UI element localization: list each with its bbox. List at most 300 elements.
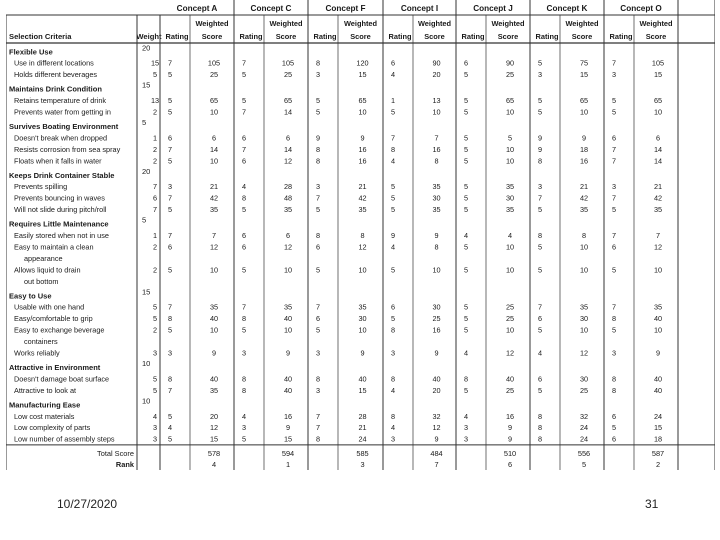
rating-cell: 5 bbox=[390, 182, 396, 192]
rating-cell: 5 bbox=[463, 205, 469, 215]
score-cell: 28 bbox=[358, 411, 367, 421]
criterion-weight: 5 bbox=[152, 385, 158, 395]
rating-cell: 5 bbox=[241, 265, 247, 275]
rating-cell: 5 bbox=[390, 314, 396, 324]
score-cell: 25 bbox=[209, 70, 219, 80]
score-header: Score bbox=[571, 32, 593, 41]
criterion-label: Resists corrosion from sea spray bbox=[14, 144, 121, 154]
score-cell: 12 bbox=[579, 348, 589, 358]
score-cell: 6 bbox=[211, 133, 217, 143]
score-cell: 30 bbox=[432, 193, 441, 203]
score-cell: 15 bbox=[653, 423, 663, 433]
score-cell: 9 bbox=[507, 423, 513, 433]
rating-cell: 4 bbox=[463, 348, 469, 358]
score-cell: 35 bbox=[579, 302, 589, 312]
score-cell: 24 bbox=[579, 434, 589, 444]
score-cell: 42 bbox=[209, 193, 219, 203]
score-cell: 10 bbox=[432, 107, 441, 117]
weighted-header: Weighted bbox=[269, 19, 303, 28]
score-cell: 40 bbox=[283, 374, 293, 384]
category-label: Manufacturing Ease bbox=[9, 400, 81, 410]
criterion-label: Doesn't break when dropped bbox=[14, 133, 108, 143]
score-cell: 10 bbox=[653, 107, 663, 117]
score-cell: 30 bbox=[358, 314, 367, 324]
rating-cell: 7 bbox=[241, 144, 247, 154]
criterion-weight: 2 bbox=[152, 265, 158, 275]
total-score: 594 bbox=[281, 448, 295, 458]
criterion-weight: 3 bbox=[152, 423, 158, 433]
score-cell: 10 bbox=[209, 265, 219, 275]
category-weight: 20 bbox=[142, 166, 151, 176]
rating-cell: 8 bbox=[390, 144, 396, 154]
rating-cell: 5 bbox=[463, 133, 469, 143]
score-cell: 35 bbox=[432, 205, 441, 215]
rating-cell: 8 bbox=[463, 374, 469, 384]
score-cell: 15 bbox=[209, 434, 219, 444]
score-header: Score bbox=[275, 32, 297, 41]
score-cell: 21 bbox=[358, 423, 367, 433]
concept-name: Concept I bbox=[400, 4, 439, 13]
total-score-label: Total Score bbox=[97, 448, 134, 458]
rating-header: Rating bbox=[313, 32, 337, 41]
criterion-weight: 4 bbox=[152, 411, 158, 421]
rank-value: 7 bbox=[434, 459, 439, 469]
rating-cell: 5 bbox=[241, 70, 247, 80]
score-cell: 15 bbox=[358, 70, 367, 80]
rating-cell: 8 bbox=[537, 411, 543, 421]
rating-cell: 4 bbox=[390, 242, 396, 252]
rating-cell: 6 bbox=[315, 314, 321, 324]
score-cell: 10 bbox=[283, 325, 293, 335]
score-cell: 10 bbox=[209, 107, 219, 117]
rating-cell: 5 bbox=[167, 107, 173, 117]
score-cell: 10 bbox=[505, 325, 515, 335]
rating-cell: 3 bbox=[315, 70, 321, 80]
score-cell: 30 bbox=[579, 374, 589, 384]
rating-header: Rating bbox=[388, 32, 412, 41]
rating-cell: 9 bbox=[537, 133, 543, 143]
category-weight: 10 bbox=[142, 358, 151, 368]
rating-cell: 4 bbox=[390, 156, 396, 166]
score-cell: 35 bbox=[653, 205, 663, 215]
rating-cell: 8 bbox=[390, 325, 396, 335]
criterion-label: Easily stored when not in use bbox=[14, 231, 109, 240]
score-cell: 24 bbox=[579, 423, 589, 433]
score-cell: 12 bbox=[653, 242, 663, 252]
score-cell: 14 bbox=[283, 107, 293, 117]
rating-cell: 5 bbox=[611, 423, 617, 433]
score-cell: 9 bbox=[285, 423, 291, 433]
category-weight: 20 bbox=[142, 43, 151, 53]
score-cell: 6 bbox=[285, 133, 291, 143]
category-label: Flexible Use bbox=[9, 47, 53, 57]
rating-cell: 6 bbox=[315, 242, 321, 252]
score-cell: 35 bbox=[209, 205, 219, 215]
rating-header: Rating bbox=[609, 32, 633, 41]
rating-cell: 6 bbox=[390, 58, 396, 68]
score-cell: 9 bbox=[360, 348, 365, 358]
score-cell: 35 bbox=[209, 385, 219, 395]
rating-cell: 5 bbox=[463, 96, 469, 106]
score-cell: 6 bbox=[285, 231, 291, 240]
score-cell: 25 bbox=[505, 302, 515, 312]
rating-cell: 6 bbox=[537, 374, 543, 384]
rating-cell: 5 bbox=[611, 325, 617, 335]
score-cell: 90 bbox=[505, 58, 515, 68]
score-cell: 9 bbox=[581, 133, 587, 143]
score-cell: 12 bbox=[505, 348, 515, 358]
rating-cell: 5 bbox=[537, 107, 543, 117]
criterion-label-cont: containers bbox=[24, 337, 58, 347]
rating-header: Rating bbox=[165, 32, 189, 41]
score-header: Score bbox=[645, 32, 667, 41]
criteria-header: Selection Criteria bbox=[9, 32, 72, 41]
score-cell: 12 bbox=[358, 242, 367, 252]
rating-cell: 7 bbox=[315, 302, 321, 312]
category-label: Survives Boating Environment bbox=[9, 121, 119, 131]
score-cell: 9 bbox=[434, 434, 439, 444]
score-cell: 30 bbox=[432, 302, 441, 312]
criterion-weight: 2 bbox=[152, 107, 158, 117]
rating-cell: 7 bbox=[537, 193, 543, 203]
rating-cell: 8 bbox=[315, 156, 321, 166]
criterion-weight: 5 bbox=[152, 70, 158, 80]
score-cell: 10 bbox=[653, 325, 663, 335]
score-header: Score bbox=[201, 32, 223, 41]
rating-cell: 7 bbox=[241, 58, 247, 68]
rating-cell: 5 bbox=[463, 193, 469, 203]
score-cell: 10 bbox=[505, 156, 515, 166]
rating-cell: 7 bbox=[611, 156, 617, 166]
score-cell: 20 bbox=[209, 411, 219, 421]
criterion-label: Floats when it falls in water bbox=[14, 156, 102, 166]
score-cell: 42 bbox=[579, 193, 589, 203]
rating-cell: 4 bbox=[390, 423, 396, 433]
rating-cell: 3 bbox=[611, 348, 617, 358]
score-cell: 35 bbox=[505, 182, 515, 192]
criterion-label: Easy to maintain a clean bbox=[14, 242, 94, 252]
score-cell: 14 bbox=[653, 156, 663, 166]
rating-cell: 5 bbox=[167, 156, 173, 166]
rating-cell: 5 bbox=[463, 144, 469, 154]
criterion-weight: 3 bbox=[152, 348, 158, 358]
rating-cell: 5 bbox=[611, 265, 617, 275]
score-cell: 12 bbox=[209, 242, 219, 252]
rating-cell: 7 bbox=[167, 144, 173, 154]
score-cell: 21 bbox=[579, 182, 589, 192]
total-score: 585 bbox=[356, 448, 369, 458]
rating-cell: 8 bbox=[315, 374, 321, 384]
score-cell: 9 bbox=[434, 231, 439, 240]
selection-matrix bbox=[6, 0, 715, 470]
score-cell: 10 bbox=[505, 107, 515, 117]
criterion-label: Low complexity of parts bbox=[14, 423, 91, 433]
criterion-weight: 3 bbox=[152, 434, 158, 444]
rating-cell: 5 bbox=[537, 96, 543, 106]
score-cell: 40 bbox=[505, 374, 515, 384]
rating-cell: 6 bbox=[611, 434, 617, 444]
rating-cell: 5 bbox=[463, 242, 469, 252]
score-cell: 21 bbox=[209, 182, 219, 192]
score-cell: 105 bbox=[651, 58, 665, 68]
rating-cell: 6 bbox=[611, 242, 617, 252]
score-cell: 25 bbox=[432, 314, 441, 324]
score-cell: 35 bbox=[358, 205, 367, 215]
score-cell: 40 bbox=[209, 374, 219, 384]
score-cell: 35 bbox=[432, 182, 441, 192]
score-cell: 16 bbox=[579, 156, 589, 166]
criterion-label: Easy to exchange beverage bbox=[14, 325, 105, 335]
score-cell: 9 bbox=[434, 348, 439, 358]
rating-cell: 3 bbox=[611, 182, 617, 192]
rating-cell: 5 bbox=[463, 107, 469, 117]
score-cell: 9 bbox=[360, 133, 365, 143]
score-cell: 35 bbox=[283, 205, 293, 215]
total-score: 484 bbox=[430, 448, 443, 458]
score-header: Score bbox=[424, 32, 445, 41]
rating-cell: 8 bbox=[167, 314, 173, 324]
rating-cell: 4 bbox=[241, 411, 247, 421]
rating-cell: 8 bbox=[315, 144, 321, 154]
score-cell: 10 bbox=[505, 144, 515, 154]
score-cell: 40 bbox=[283, 314, 293, 324]
weighted-header: Weighted bbox=[639, 19, 673, 28]
rating-cell: 5 bbox=[611, 96, 617, 106]
score-cell: 28 bbox=[283, 182, 293, 192]
rating-cell: 5 bbox=[241, 205, 247, 215]
rating-cell: 3 bbox=[241, 423, 247, 433]
score-cell: 14 bbox=[653, 144, 663, 154]
rating-cell: 8 bbox=[241, 314, 247, 324]
rating-cell: 7 bbox=[611, 193, 617, 203]
score-cell: 25 bbox=[505, 314, 515, 324]
score-cell: 65 bbox=[358, 96, 367, 106]
score-cell: 16 bbox=[358, 156, 367, 166]
rating-cell: 8 bbox=[537, 423, 543, 433]
rating-cell: 5 bbox=[390, 193, 396, 203]
rating-cell: 6 bbox=[241, 242, 247, 252]
criterion-label: Prevents water from getting in bbox=[14, 107, 111, 117]
score-cell: 25 bbox=[283, 70, 293, 80]
rating-cell: 7 bbox=[167, 193, 173, 203]
rating-cell: 6 bbox=[167, 242, 173, 252]
rank-value: 4 bbox=[211, 459, 217, 469]
rating-cell: 5 bbox=[315, 107, 321, 117]
rating-cell: 5 bbox=[241, 434, 247, 444]
criterion-label: Holds different beverages bbox=[14, 70, 98, 80]
concept-name: Concept J bbox=[473, 4, 513, 13]
category-weight: 5 bbox=[142, 215, 147, 225]
category-label: Easy to Use bbox=[9, 291, 52, 301]
score-cell: 42 bbox=[653, 193, 663, 203]
score-cell: 7 bbox=[434, 133, 439, 143]
score-cell: 12 bbox=[283, 242, 293, 252]
rating-cell: 7 bbox=[315, 411, 321, 421]
criterion-label: Prevents spilling bbox=[14, 182, 68, 192]
rating-cell: 4 bbox=[463, 411, 469, 421]
score-cell: 10 bbox=[358, 107, 367, 117]
criterion-label: Low cost materials bbox=[14, 411, 75, 421]
rating-cell: 4 bbox=[167, 423, 173, 433]
rating-cell: 6 bbox=[463, 58, 469, 68]
score-cell: 65 bbox=[579, 96, 589, 106]
rating-cell: 5 bbox=[463, 265, 469, 275]
score-cell: 65 bbox=[283, 96, 293, 106]
rating-header: Rating bbox=[239, 32, 263, 41]
rating-cell: 7 bbox=[241, 302, 247, 312]
score-cell: 40 bbox=[358, 374, 367, 384]
rating-cell: 6 bbox=[390, 302, 396, 312]
total-score: 578 bbox=[207, 448, 221, 458]
rating-cell: 7 bbox=[611, 302, 617, 312]
criterion-label: Doesn't damage boat surface bbox=[14, 374, 110, 384]
score-cell: 9 bbox=[211, 348, 217, 358]
rating-cell: 7 bbox=[315, 423, 321, 433]
score-cell: 8 bbox=[434, 156, 439, 166]
rating-cell: 8 bbox=[390, 374, 396, 384]
rating-cell: 6 bbox=[241, 231, 247, 240]
rating-cell: 5 bbox=[463, 156, 469, 166]
score-cell: 15 bbox=[358, 385, 367, 395]
rating-cell: 6 bbox=[537, 314, 543, 324]
rating-cell: 5 bbox=[167, 70, 173, 80]
rating-cell: 5 bbox=[390, 205, 396, 215]
weighted-header: Weighted bbox=[417, 19, 452, 28]
score-cell: 7 bbox=[211, 231, 217, 240]
rating-cell: 4 bbox=[390, 385, 396, 395]
rating-cell: 5 bbox=[537, 265, 543, 275]
concept-name: Concept A bbox=[176, 4, 218, 13]
criterion-label-cont: appearance bbox=[24, 253, 63, 263]
rank-value: 6 bbox=[507, 459, 513, 469]
score-cell: 10 bbox=[505, 265, 515, 275]
weighted-header: Weighted bbox=[195, 19, 229, 28]
rating-cell: 5 bbox=[167, 96, 173, 106]
criterion-weight: 2 bbox=[152, 325, 158, 335]
rating-cell: 6 bbox=[611, 411, 617, 421]
weight-header: Weight bbox=[136, 32, 162, 41]
score-cell: 40 bbox=[209, 314, 219, 324]
score-cell: 40 bbox=[283, 385, 293, 395]
criterion-weight: 6 bbox=[152, 193, 158, 203]
concept-name: Concept O bbox=[620, 4, 662, 13]
rating-cell: 6 bbox=[611, 133, 617, 143]
criterion-label: Low number of assembly steps bbox=[14, 434, 115, 444]
rating-cell: 5 bbox=[167, 265, 173, 275]
criterion-weight: 5 bbox=[152, 374, 158, 384]
score-cell: 40 bbox=[653, 374, 663, 384]
weighted-header: Weighted bbox=[565, 19, 599, 28]
score-cell: 16 bbox=[432, 144, 441, 154]
score-cell: 10 bbox=[209, 325, 219, 335]
rating-cell: 7 bbox=[241, 107, 247, 117]
category-weight: 10 bbox=[142, 396, 151, 406]
criterion-label: Allows liquid to drain bbox=[14, 265, 81, 275]
rating-cell: 5 bbox=[537, 385, 543, 395]
rating-cell: 6 bbox=[241, 156, 247, 166]
score-cell: 14 bbox=[209, 144, 219, 154]
score-cell: 16 bbox=[283, 411, 293, 421]
score-cell: 6 bbox=[655, 133, 661, 143]
score-cell: 15 bbox=[283, 434, 293, 444]
rating-cell: 3 bbox=[315, 348, 321, 358]
rating-cell: 5 bbox=[390, 265, 396, 275]
weighted-header: Weighted bbox=[491, 19, 525, 28]
rating-cell: 8 bbox=[537, 434, 543, 444]
score-cell: 21 bbox=[653, 182, 663, 192]
score-cell: 10 bbox=[579, 265, 589, 275]
score-cell: 90 bbox=[432, 58, 441, 68]
criterion-weight: 13 bbox=[150, 96, 160, 106]
criterion-weight: 1 bbox=[152, 133, 158, 143]
score-cell: 25 bbox=[579, 385, 589, 395]
rating-cell: 5 bbox=[537, 242, 543, 252]
score-cell: 9 bbox=[655, 348, 661, 358]
rating-cell: 8 bbox=[611, 314, 617, 324]
category-label: Keeps Drink Container Stable bbox=[9, 170, 115, 180]
rating-cell: 4 bbox=[463, 231, 469, 240]
score-cell: 8 bbox=[581, 231, 587, 240]
rating-cell: 5 bbox=[611, 205, 617, 215]
score-cell: 42 bbox=[358, 193, 367, 203]
rating-header: Rating bbox=[461, 32, 485, 41]
score-cell: 16 bbox=[432, 325, 441, 335]
rating-cell: 3 bbox=[537, 70, 543, 80]
rank-value: 2 bbox=[655, 459, 661, 469]
criterion-label: Use in different locations bbox=[14, 58, 94, 68]
rating-cell: 4 bbox=[390, 70, 396, 80]
rating-cell: 5 bbox=[390, 107, 396, 117]
rating-cell: 6 bbox=[241, 133, 247, 143]
rating-cell: 8 bbox=[537, 231, 543, 240]
score-cell: 8 bbox=[434, 242, 439, 252]
rating-cell: 3 bbox=[241, 348, 247, 358]
concept-name: Concept F bbox=[325, 4, 366, 13]
slide-date: 10/27/2020 bbox=[57, 497, 118, 511]
rating-cell: 7 bbox=[167, 302, 173, 312]
score-cell: 35 bbox=[653, 302, 663, 312]
criterion-label: Prevents bouncing in waves bbox=[14, 193, 105, 203]
rating-cell: 3 bbox=[167, 348, 173, 358]
rating-cell: 8 bbox=[241, 385, 247, 395]
criterion-label: Retains temperature of drink bbox=[14, 96, 107, 106]
score-cell: 35 bbox=[358, 302, 367, 312]
score-cell: 18 bbox=[653, 434, 663, 444]
criterion-weight: 7 bbox=[152, 205, 158, 215]
rating-cell: 5 bbox=[315, 96, 321, 106]
rating-cell: 9 bbox=[315, 133, 321, 143]
rating-cell: 3 bbox=[463, 423, 469, 433]
criterion-weight: 5 bbox=[152, 314, 158, 324]
score-cell: 48 bbox=[283, 193, 293, 203]
score-cell: 5 bbox=[507, 133, 513, 143]
rating-cell: 5 bbox=[241, 325, 247, 335]
rating-cell: 3 bbox=[463, 434, 469, 444]
rating-cell: 5 bbox=[167, 411, 173, 421]
score-cell: 25 bbox=[505, 385, 515, 395]
score-cell: 32 bbox=[432, 411, 441, 421]
score-cell: 105 bbox=[207, 58, 221, 68]
score-cell: 40 bbox=[653, 385, 663, 395]
rating-cell: 1 bbox=[390, 96, 396, 106]
rating-cell: 8 bbox=[241, 374, 247, 384]
score-cell: 15 bbox=[653, 70, 663, 80]
weighted-header: Weighted bbox=[343, 19, 378, 28]
category-label: Maintains Drink Condition bbox=[9, 84, 102, 94]
rating-cell: 7 bbox=[167, 231, 173, 240]
criterion-weight: 1 bbox=[152, 231, 158, 240]
criterion-label: Will not slide during pitch/roll bbox=[14, 205, 107, 215]
